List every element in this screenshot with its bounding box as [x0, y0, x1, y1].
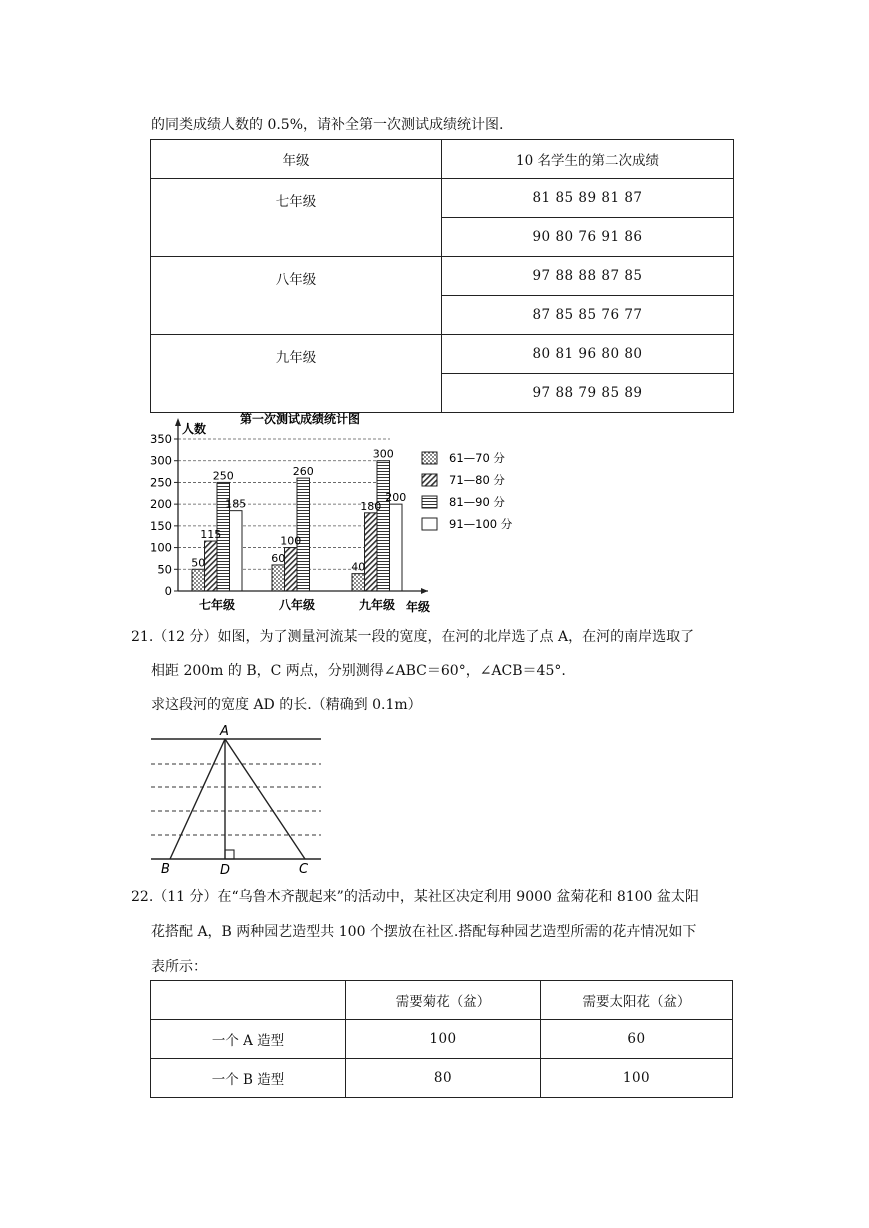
bar: [390, 504, 403, 591]
intro-line: 的同类成绩人数的 0.5%，请补全第一次测试成绩统计图.: [151, 117, 504, 133]
legend-swatch: [422, 452, 437, 464]
data-label: 260: [292, 465, 314, 479]
bar: [352, 574, 365, 591]
flower-header-sunflower: 需要太阳花（盆）: [541, 981, 733, 1020]
legend-label: 91—100 分: [449, 517, 513, 531]
row-label-a: 一个 A 造型: [151, 1020, 346, 1059]
data-label: 40: [351, 560, 366, 574]
cell-a-sunflower: 60: [541, 1020, 733, 1059]
y-axis-label: 人数: [182, 422, 207, 436]
cell-a-chrysanthemum: 100: [346, 1020, 541, 1059]
label-d: D: [220, 863, 231, 875]
data-label: 50: [191, 556, 206, 570]
grade-cell: 七年级: [151, 179, 442, 257]
scores-table: [150, 139, 734, 413]
y-tick-label: 200: [150, 497, 172, 512]
bar: [192, 569, 205, 591]
data-label: 200: [385, 491, 407, 505]
grade-cell: 九年级: [151, 335, 442, 413]
y-tick-label: 350: [150, 432, 172, 446]
cell-b-chrysanthemum: 80: [346, 1059, 541, 1098]
river-diagram: [145, 725, 325, 875]
data-label: 185: [225, 497, 247, 511]
legend-swatch: [422, 518, 437, 530]
x-tick-label: 九年级: [358, 598, 396, 612]
flower-table: [150, 980, 733, 1098]
y-tick-label: 0: [164, 584, 172, 598]
y-tick-label: 150: [150, 518, 172, 533]
q21-line3: 求这段河的宽度 AD 的长.（精确到 0.1m）: [151, 697, 422, 713]
legend-label: 81—90 分: [449, 495, 505, 509]
bar: [377, 461, 390, 591]
q21-line2: 相距 200m 的 B，C 两点，分别测得∠ABC＝60°，∠ACB＝45°.: [151, 663, 566, 679]
score-cell: 87 85 85 76 77: [442, 296, 734, 335]
data-label: 300: [372, 447, 394, 461]
score-cell: 81 85 89 81 87: [442, 179, 734, 218]
right-angle-mark: [225, 850, 234, 859]
y-tick-label: 250: [150, 475, 172, 490]
y-tick-label: 100: [150, 540, 172, 555]
bar: [272, 565, 285, 591]
data-label: 180: [360, 499, 382, 513]
grade-cell: 八年级: [151, 257, 442, 335]
flower-header-chrysanthemum: 需要菊花（盆）: [346, 981, 541, 1020]
bar: [365, 513, 378, 591]
q21-line1: 21.（12 分）如图，为了测量河流某一段的宽度，在河的北岸选了点 A，在河的南岸选取了: [131, 629, 695, 645]
x-axis-arrow: [421, 588, 428, 594]
chart-title: 第一次测试成绩统计图: [239, 412, 361, 426]
legend-swatch: [422, 474, 437, 486]
bar: [285, 548, 298, 591]
legend-swatch: [422, 496, 437, 508]
data-label: 100: [280, 534, 302, 548]
y-axis-arrow: [175, 418, 181, 426]
y-tick-label: 300: [150, 453, 172, 468]
q22-line1: 22.（11 分）在“乌鲁木齐靓起来”的活动中，某社区决定利用 9000 盆菊花和 8100 盆太阳: [131, 889, 699, 905]
q22-line2: 花搭配 A，B 两种园艺造型共 100 个摆放在社区.搭配每种园艺造型所需的花卉情况如下: [151, 924, 697, 940]
side-ac: [225, 739, 305, 859]
score-bar-chart: [140, 408, 520, 618]
data-label: 115: [200, 528, 222, 542]
header-grade: 年级: [151, 140, 442, 179]
header-scores: 10 名学生的第二次成绩: [442, 140, 734, 179]
score-cell: 97 88 79 85 89: [442, 374, 734, 413]
legend-label: 71—80 分: [449, 473, 505, 487]
data-label: 60: [271, 551, 286, 565]
score-cell: 97 88 88 87 85: [442, 257, 734, 296]
flower-header-blank: [151, 981, 346, 1020]
label-c: C: [299, 862, 309, 875]
cell-b-sunflower: 100: [541, 1059, 733, 1098]
data-label: 250: [212, 469, 234, 483]
y-tick-label: 50: [157, 562, 172, 577]
x-tick-label: 八年级: [278, 598, 316, 612]
score-cell: 80 81 96 80 80: [442, 335, 734, 374]
x-axis-label: 年级: [406, 600, 431, 614]
label-b: B: [161, 862, 170, 875]
side-ab: [170, 739, 225, 859]
label-a: A: [220, 725, 229, 739]
bar: [205, 541, 218, 591]
score-cell: 90 80 76 91 86: [442, 218, 734, 257]
x-tick-label: 七年级: [198, 598, 236, 612]
q22-line3: 表所示：: [151, 959, 207, 975]
bar: [230, 511, 243, 591]
legend-label: 61—70 分: [449, 451, 505, 465]
row-label-b: 一个 B 造型: [151, 1059, 346, 1098]
